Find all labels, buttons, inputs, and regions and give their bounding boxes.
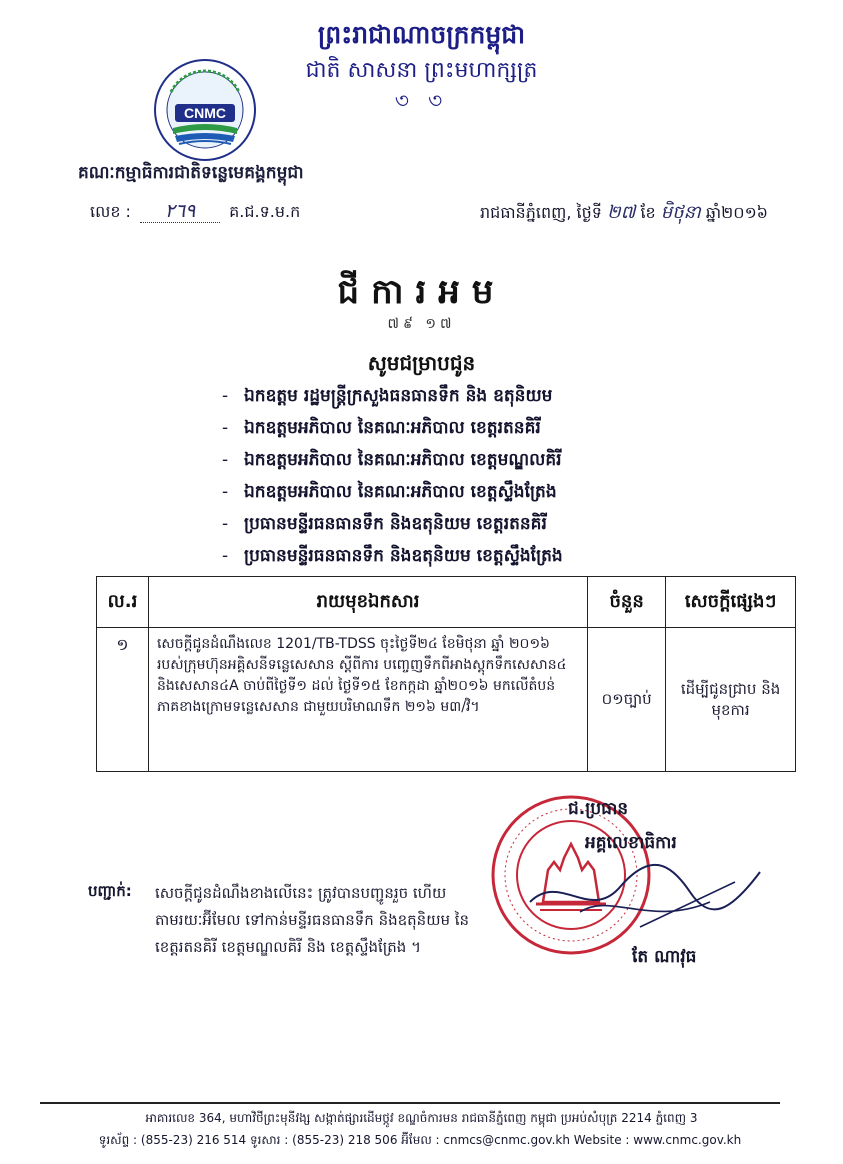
header-ornament: ৩ ৩ [394, 89, 449, 114]
recipients-title: សូមជម្រាបជូន [367, 351, 476, 375]
date-month: មិថុនា [660, 202, 701, 223]
date-year-label: ឆ្នាំ [705, 203, 722, 222]
date-year: ២០១៦ [721, 203, 768, 222]
document-title: ជីការអម [337, 272, 506, 312]
recipient-item: - ប្រធានមន្ទីរធនធានទឹក និងឧតុនិយម ខេត្តរតនគិរី [222, 514, 547, 534]
reference-label: លេខ : [90, 202, 131, 221]
header-qty: ចំនួន [588, 577, 666, 628]
footer-contacts: ទូរស័ព្ទ : (855-23) 216 514 ទូរសារ : (855-23) 218 506 អ៊ីមែល : cnmcs@cnmc.gov.kh Website : www.cnmc.gov.kh [98, 1133, 742, 1147]
document-table [96, 576, 796, 772]
note-label: បញ្ជាក់: [88, 882, 132, 900]
reference-suffix: គ.ជ.ទ.ម.ក [229, 202, 301, 221]
header-docs: រាយមុខឯកសារ [148, 577, 587, 628]
cnmc-logo [153, 58, 257, 162]
recipient-item: - ប្រធានមន្ទីរធនធានទឹក និងឧតុនិយម ខេត្តស្ទឹងត្រែង [222, 546, 563, 566]
header-num: ល.រ [97, 577, 149, 628]
recipient-item: - ឯកឧត្តមអភិបាល នៃគណៈអភិបាល ខេត្តមណ្ឌលគិរី [222, 450, 562, 470]
footer-divider [40, 1102, 780, 1104]
signature-title-line2: អគ្គលេខាធិការ [585, 833, 677, 853]
date-prefix: រាជធានីភ្នំពេញ, ថ្ងៃទី [480, 203, 602, 222]
signatory-name: តែ ណាវុធ [632, 947, 697, 967]
reference-handwritten-number: ٢٦٩ [140, 200, 220, 223]
recipient-item: - ឯកឧត្តមអភិបាល នៃគណៈអភិបាល ខេត្តស្ទឹងត្រែង [222, 482, 557, 502]
signature-title-line1: ជ.ប្រធាន [568, 799, 629, 819]
kingdom-heading: ព្រះរាជាណាចក្រកម្ពុជា [317, 20, 526, 49]
logo-text: CNMC [184, 105, 226, 121]
reference-number [90, 200, 300, 225]
row-description: សេចក្តីជូនដំណឹងលេខ 1201/TB-TDSS ចុះថ្ងៃទី២៤ ខែមិថុនា ឆ្នាំ ២០១៦ របស់ក្រុមហ៊ុនអគ្គិសនីទន្លេសេសាន ស្តីពីការ បញ្ចេញទឹកពីអាងស្តុកទឹកសេសាន៤ និងសេសាន៤A ចាប់ពីថ្ងៃទី១ ដល់ ថ្ងៃទី១៥ ខែកក្កដា ឆ្នាំ២០១៦ មកលើតំបន់ ភាគខាងក្រោមទន្លេសេសាន ជាមួយបរិមាណទឹក ២១៦ ម៣/វិ។ [148, 628, 587, 772]
table-header-row [97, 577, 796, 628]
row-remarks: ដើម្បីជូនជ្រាប និងមុខការ [666, 628, 796, 772]
nation-motto: ជាតិ សាសនា ព្រះមហាក្សត្រ [305, 58, 538, 83]
document-title-sub: ៧៩ ១៧ [387, 316, 456, 332]
organization-name: គណៈកម្មាធិការជាតិទន្លេមេគង្គកម្ពុជា [78, 163, 304, 183]
reference-date [480, 200, 768, 227]
note-text: សេចក្តីជូនដំណឹងខាងលើនេះ ត្រូវបានបញ្ជូនរួច ហើយ តាមរយៈអ៊ីមែល ទៅកាន់មន្ទីរធនធានទឹក និងឧតុនិយម នៃខេត្តរតនគិរី ខេត្តមណ្ឌលគិរី និង ខេត្តស្ទឹងត្រែង ។ [155, 884, 470, 956]
header-remarks: សេចក្តីផ្សេងៗ [666, 577, 796, 628]
recipient-item: - ឯកឧត្តមអភិបាល នៃគណៈអភិបាល ខេត្តរតនគិរី [222, 418, 541, 438]
table-row [97, 628, 796, 772]
recipient-item: - ឯកឧត្តម រដ្ឋមន្ត្រីក្រសួងធនធានទឹក និង ឧតុនិយម [222, 386, 553, 406]
row-qty: ០១ច្បាប់ [588, 628, 666, 772]
date-day: ២៧ [606, 202, 636, 223]
recipients-list [222, 380, 782, 572]
footer-address: អាគារលេខ 364, មហាវិថីព្រះមុនីវង្ស សង្កាត់ផ្សារដើមថ្កូវ ខណ្ឌចំការមន រាជធានីភ្នំពេញ កម្ពុជា ប្រអប់សំបុត្រ 2214 ភ្នំពេញ 3 [145, 1111, 698, 1125]
row-num: ១ [97, 628, 149, 772]
date-month-label: ខែ [640, 203, 656, 222]
